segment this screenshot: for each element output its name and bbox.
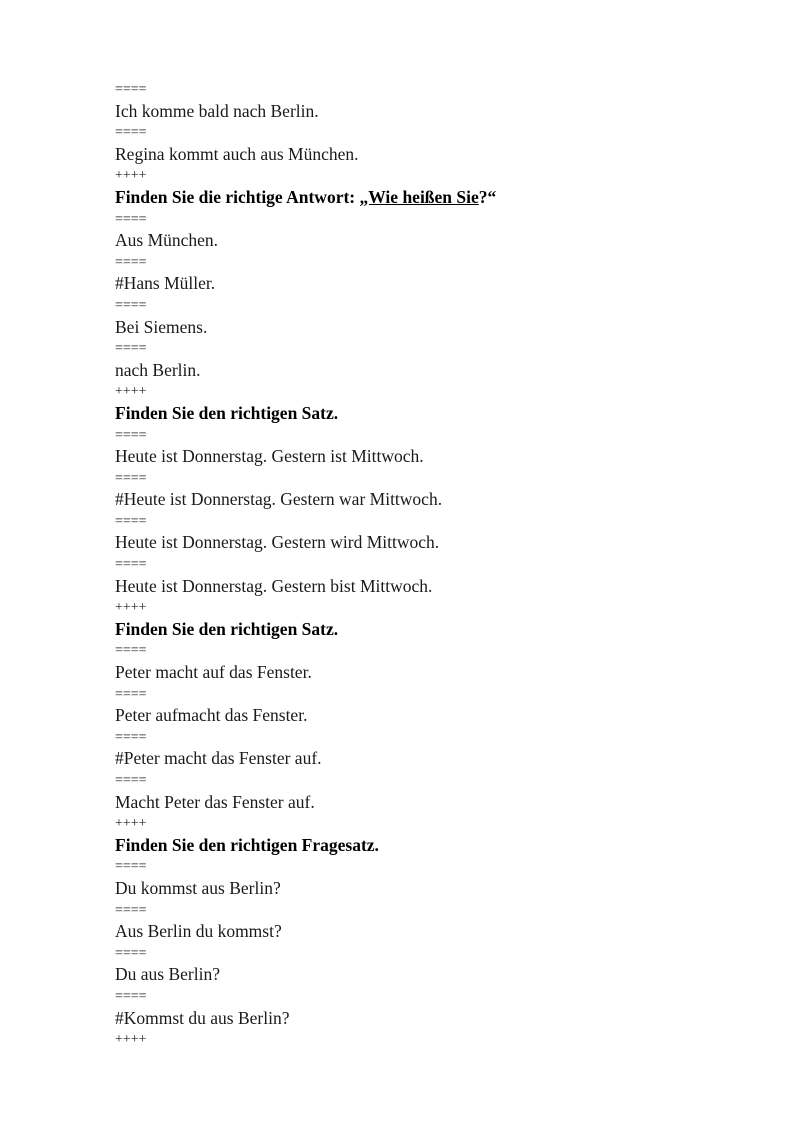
- separator-marker: ====: [115, 686, 147, 702]
- separator-marker: ====: [115, 125, 147, 141]
- separator-marker: ++++: [115, 600, 147, 616]
- separator-marker: ====: [115, 902, 147, 918]
- answer-option: Heute ist Donnerstag. Gestern bist Mittwoch.: [115, 575, 433, 596]
- answer-option: #Hans Müller.: [115, 273, 216, 294]
- question-text: Finden Sie die richtige Antwort:: [115, 186, 360, 207]
- answer-option: Du kommst aus Berlin?: [115, 877, 281, 898]
- answer-option: Heute ist Donnerstag. Gestern wird Mittwoch.: [115, 532, 440, 553]
- answer-option: Aus München.: [115, 230, 219, 251]
- separator-marker: ====: [115, 945, 147, 961]
- separator-marker: ====: [115, 557, 147, 573]
- separator-marker: ====: [115, 988, 147, 1004]
- answer-option: #Peter macht das Fenster auf.: [115, 748, 322, 769]
- separator-marker: ====: [115, 643, 147, 659]
- answer-option: #Heute ist Donnerstag. Gestern war Mittwoch.: [115, 489, 443, 510]
- separator-marker: ++++: [115, 816, 147, 832]
- question-heading: [115, 619, 735, 641]
- question-heading: [115, 835, 735, 857]
- answer-option: Ich komme bald nach Berlin.: [115, 100, 319, 121]
- separator-marker: ++++: [115, 384, 147, 400]
- answer-option: Du aus Berlin?: [115, 964, 220, 985]
- separator-marker: ====: [115, 427, 147, 443]
- question-text: Finden Sie den richtigen Fragesatz.: [115, 834, 379, 855]
- separator-marker: ====: [115, 859, 147, 875]
- question-text: Finden Sie den richtigen Satz.: [115, 618, 339, 639]
- answer-option: Bei Siemens.: [115, 316, 208, 337]
- separator-marker: ====: [115, 513, 147, 529]
- separator-marker: ====: [115, 297, 147, 313]
- answer-option: nach Berlin.: [115, 359, 201, 380]
- separator-marker: ====: [115, 254, 147, 270]
- question-text: ?“: [478, 186, 497, 207]
- document-page: [115, 79, 735, 1051]
- separator-marker: ++++: [115, 1032, 147, 1048]
- answer-option: #Kommst du aus Berlin?: [115, 1007, 290, 1028]
- separator-marker: ====: [115, 773, 147, 788]
- question-quoted-text: „Wie heißen Sie: [359, 186, 479, 207]
- separator-marker: ====: [115, 82, 147, 97]
- separator-marker: ====: [115, 729, 147, 745]
- separator-marker: ====: [115, 470, 147, 486]
- answer-option: Peter aufmacht das Fenster.: [115, 705, 308, 726]
- question-text: Finden Sie den richtigen Satz.: [115, 402, 339, 423]
- answer-option: Regina kommt auch aus München.: [115, 143, 359, 164]
- answer-option: Peter macht auf das Fenster.: [115, 662, 312, 683]
- separator-marker: ++++: [115, 168, 147, 184]
- answer-option: Aus Berlin du kommst?: [115, 921, 282, 942]
- answer-option: Heute ist Donnerstag. Gestern ist Mittwoch.: [115, 446, 424, 467]
- answer-option: Macht Peter das Fenster auf.: [115, 791, 315, 812]
- question-heading: [115, 187, 735, 209]
- separator-marker: ====: [115, 341, 147, 357]
- question-heading: [115, 403, 735, 425]
- separator-marker: ====: [115, 211, 147, 227]
